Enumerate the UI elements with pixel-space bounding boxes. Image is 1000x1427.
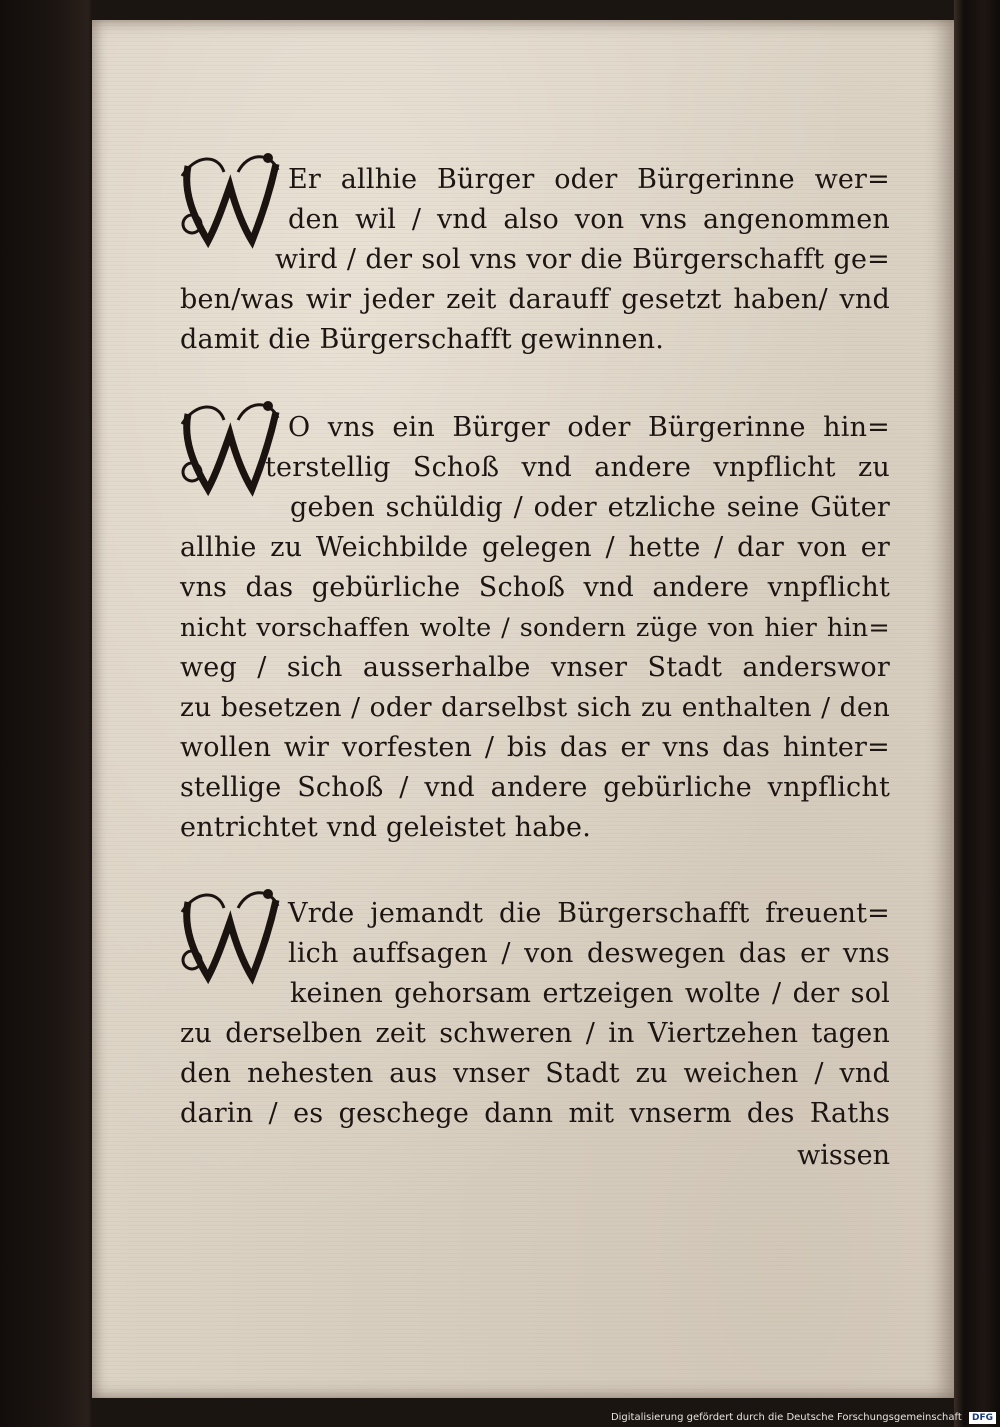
text-line: den wil / vnd also von vns angenommen	[288, 204, 890, 235]
dfg-logo: DFG	[969, 1412, 996, 1424]
text-line: damit die Bürgerschafft gewinnen.	[180, 324, 665, 355]
book-edge	[954, 0, 1000, 1427]
text-line: Vrde jemandt die Bürgerschafft freuent=	[288, 898, 890, 929]
text-line: allhie zu Weichbilde gelegen / hette / dar von er	[180, 532, 890, 563]
text-line: stellige Schoß / vnd andere gebürliche vnpflicht	[180, 772, 890, 803]
text-line: lich auffsagen / von deswegen das er vns	[288, 938, 890, 969]
digitization-footer	[600, 1410, 996, 1425]
text-line: darin / es geschege dann mit vnserm des Raths	[180, 1098, 890, 1129]
text-line: den nehesten aus vnser Stadt zu weichen / vnd	[180, 1058, 890, 1089]
text-line: O vns ein Bürger oder Bürgerinne hin=	[288, 412, 890, 443]
text-line: keinen gehorsam ertzeigen wolte / der sol	[290, 978, 890, 1009]
text-line: wollen wir vorfesten / bis das er vns das hinter=	[180, 732, 890, 763]
text-line: Er allhie Bürger oder Bürgerinne wer=	[288, 164, 890, 195]
catchword: wissen	[797, 1140, 890, 1171]
text-line: ben/was wir jeder zeit darauff gesetzt haben/ vnd	[180, 284, 890, 315]
text-line: weg / sich ausserhalbe vnser Stadt anderswor	[180, 652, 890, 683]
text-line: geben schüldig / oder etzliche seine Güter	[290, 492, 890, 523]
text-line: zu besetzen / oder darselbst sich zu enthalten / den	[180, 692, 890, 723]
paragraph-1	[180, 160, 890, 360]
text-line: nicht vorschaffen wolte / sondern züge von hier hin=	[180, 613, 890, 643]
text-line: vns das gebürliche Schoß vnd andere vnpflicht	[180, 572, 890, 603]
footer-text: Digitalisierung gefördert durch die Deutsche Forschungsgemeinschaft	[610, 1412, 962, 1423]
text-line: entrichtet vnd geleistet habe.	[180, 812, 591, 843]
paragraph-2	[180, 408, 890, 848]
text-line: terstellig Schoß vnd andere vnpflicht zu	[265, 452, 890, 483]
paragraph-3	[180, 894, 890, 1134]
text-line: zu derselben zeit schweren / in Viertzehen tagen	[180, 1018, 890, 1049]
text-line: wird / der sol vns vor die Bürgerschafft ge=	[275, 244, 890, 275]
